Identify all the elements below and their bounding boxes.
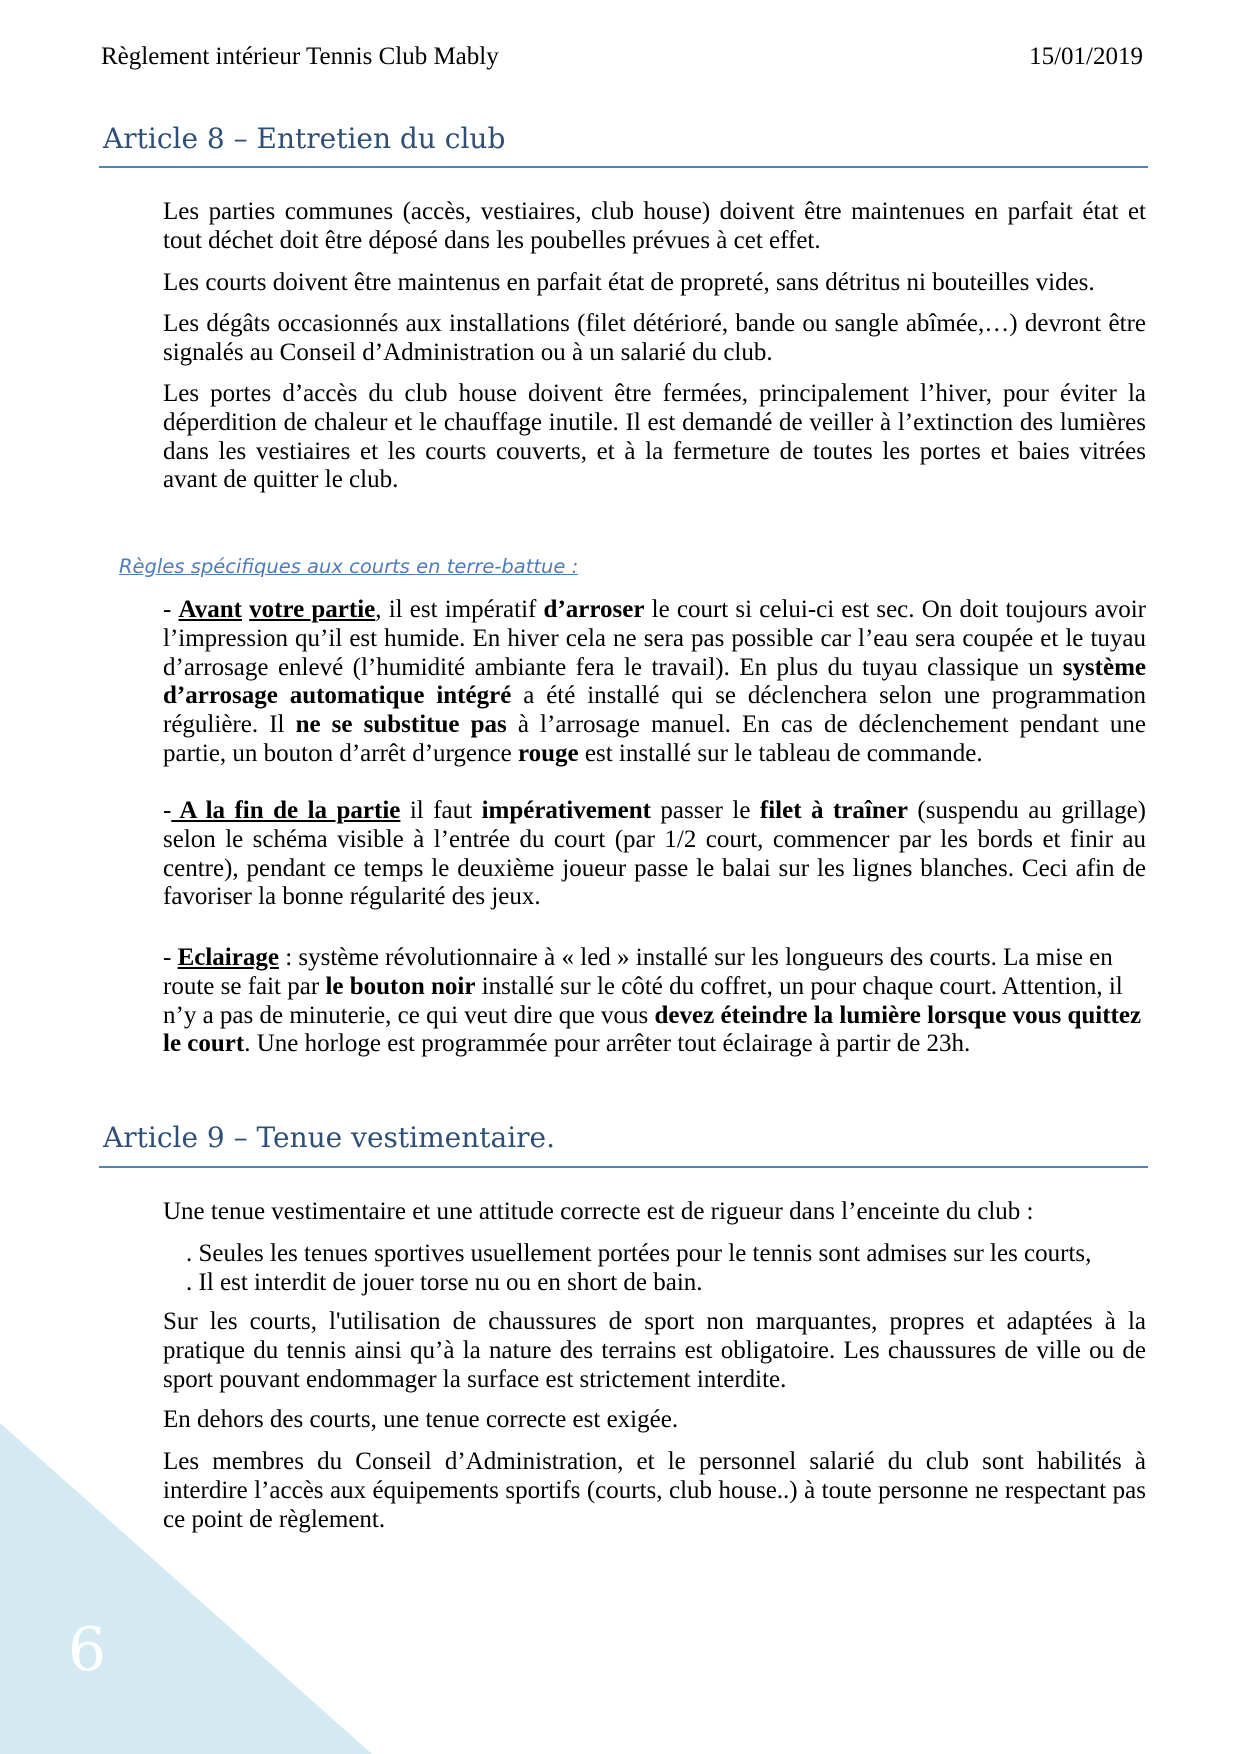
paragraph: Les membres du Conseil d’Administration, et le personnel salarié du club sont habilités à interdire l’accès aux équipements sportifs (courts, club house..) à toute personne ne respectant pas ce point de règlement. xyxy=(163,1448,1146,1533)
heading-divider xyxy=(99,1166,1148,1168)
bold-text: filet à traîner xyxy=(759,797,908,824)
article-8-heading: Article 8 – Entretien du club xyxy=(103,122,506,155)
bold-text: impérativement xyxy=(481,797,651,824)
text-run: il faut xyxy=(400,797,482,824)
clay-court-rules-subheading: Règles spécifiques aux courts en terre-battue : xyxy=(119,555,579,578)
bold-underlined-text: votre partie xyxy=(249,596,376,623)
bold-text: système d’arrosage automatique intégré xyxy=(163,653,1146,710)
paragraph: Les courts doivent être maintenus en parfait état de propreté, sans détritus ni bouteilles vides. xyxy=(163,269,1095,296)
rule-end-of-match xyxy=(163,797,1146,912)
text-run: , il est impératif xyxy=(375,596,544,623)
text-run: - xyxy=(163,944,178,971)
paragraph: Les portes d’accès du club house doivent être fermées, principalement l’hiver, pour éviter la déperdition de chaleur et le chauffage inutile. Il est demandé de veiller à l’extinction des lumières dans les vestiaires et les courts couverts, et à la fermeture de toutes les portes et baies vitrées avant de quitter le club. xyxy=(163,380,1146,494)
text-run: . Une horloge est programmée pour arrêter tout éclairage à partir de 23h. xyxy=(244,1030,971,1058)
text-run: le court si celui-ci est sec. On doit toujours avoir l’impression qu’il est humide. En hiver cela ne sera pas possible car l’eau sera coupée et le tuyau d’arrosage enlevé (l’humidité ambiante fera le travail). En plus du tuyau classique un xyxy=(163,596,1147,681)
list-item: . Seules les tenues sportives usuellement portées pour le tennis sont admises sur les courts, xyxy=(186,1240,1092,1267)
rule-watering xyxy=(163,596,1146,769)
text-run: - xyxy=(163,596,179,623)
bold-text: devez éteindre la lumière lorsque vous quittez le court xyxy=(163,1001,1142,1058)
paragraph: Sur les courts, l'utilisation de chaussures de sport non marquantes, propres et adaptées à la pratique du tennis ainsi qu’à la nature des terrains est obligatoire. Les chaussures de ville ou de sport pouvant endommager la surface est strictement interdite. xyxy=(163,1308,1146,1393)
bold-underlined-text: Eclairage xyxy=(177,944,279,971)
rule-lighting xyxy=(163,944,1146,1059)
bold-underlined-text: A la fin de la partie xyxy=(171,797,401,824)
paragraph: En dehors des courts, une tenue correcte est exigée. xyxy=(163,1406,679,1433)
paragraph: Les dégâts occasionnés aux installations (filet détérioré, bande ou sangle abîmée,…) devront être signalés au Conseil d’Administration ou à un salarié du club. xyxy=(163,310,1146,366)
list-item: . Il est interdit de jouer torse nu ou en short de bain. xyxy=(186,1269,703,1296)
bold-text: d’arroser xyxy=(543,596,645,623)
text-run: - xyxy=(163,797,172,824)
text-run: (suspendu au grillage) selon le schéma visible à l’entrée du court (par 1/2 court, commencer par les bords et finir au centre), pendant ce temps le deuxième joueur passe le balai sur les lignes blanches. Ceci afin de favoriser la bonne régularité des jeux. xyxy=(163,797,1147,911)
text-run: : système révolutionnaire à « led » installé sur les longueurs des courts. La mise en route se fait par xyxy=(163,944,1113,1000)
paragraph: Une tenue vestimentaire et une attitude correcte est de rigueur dans l’enceinte du club : xyxy=(163,1198,1034,1225)
bold-text: le bouton noir xyxy=(325,972,476,1000)
bold-underlined-text: Avant xyxy=(178,596,242,623)
text-run: passer le xyxy=(650,797,760,824)
heading-divider xyxy=(99,166,1148,168)
paragraph: Les parties communes (accès, vestiaires, club house) doivent être maintenues en parfait état et tout déchet doit être déposé dans les poubelles prévues à cet effet. xyxy=(163,198,1146,254)
page-number: 6 xyxy=(68,1615,107,1685)
text-run: à l’arrosage manuel. En cas de déclenchement pendant une partie, un bouton d’arrêt d’urgence xyxy=(163,711,1147,767)
text-run: installé sur le côté du coffret, un pour chaque court. Attention, il n’y a pas de minuterie, ce qui veut dire que vous xyxy=(163,972,1123,1029)
header-title: Règlement intérieur Tennis Club Mably xyxy=(101,43,499,70)
bold-text: rouge xyxy=(517,739,579,767)
bold-text: ne se substitue pas xyxy=(295,711,507,738)
article-9-heading: Article 9 – Tenue vestimentaire. xyxy=(103,1121,556,1154)
text-run: a été installé qui se déclenchera selon une programmation régulière. Il xyxy=(163,682,1146,738)
header-date: 15/01/2019 xyxy=(1029,43,1143,70)
text-run: est installé sur le tableau de commande. xyxy=(578,739,983,767)
